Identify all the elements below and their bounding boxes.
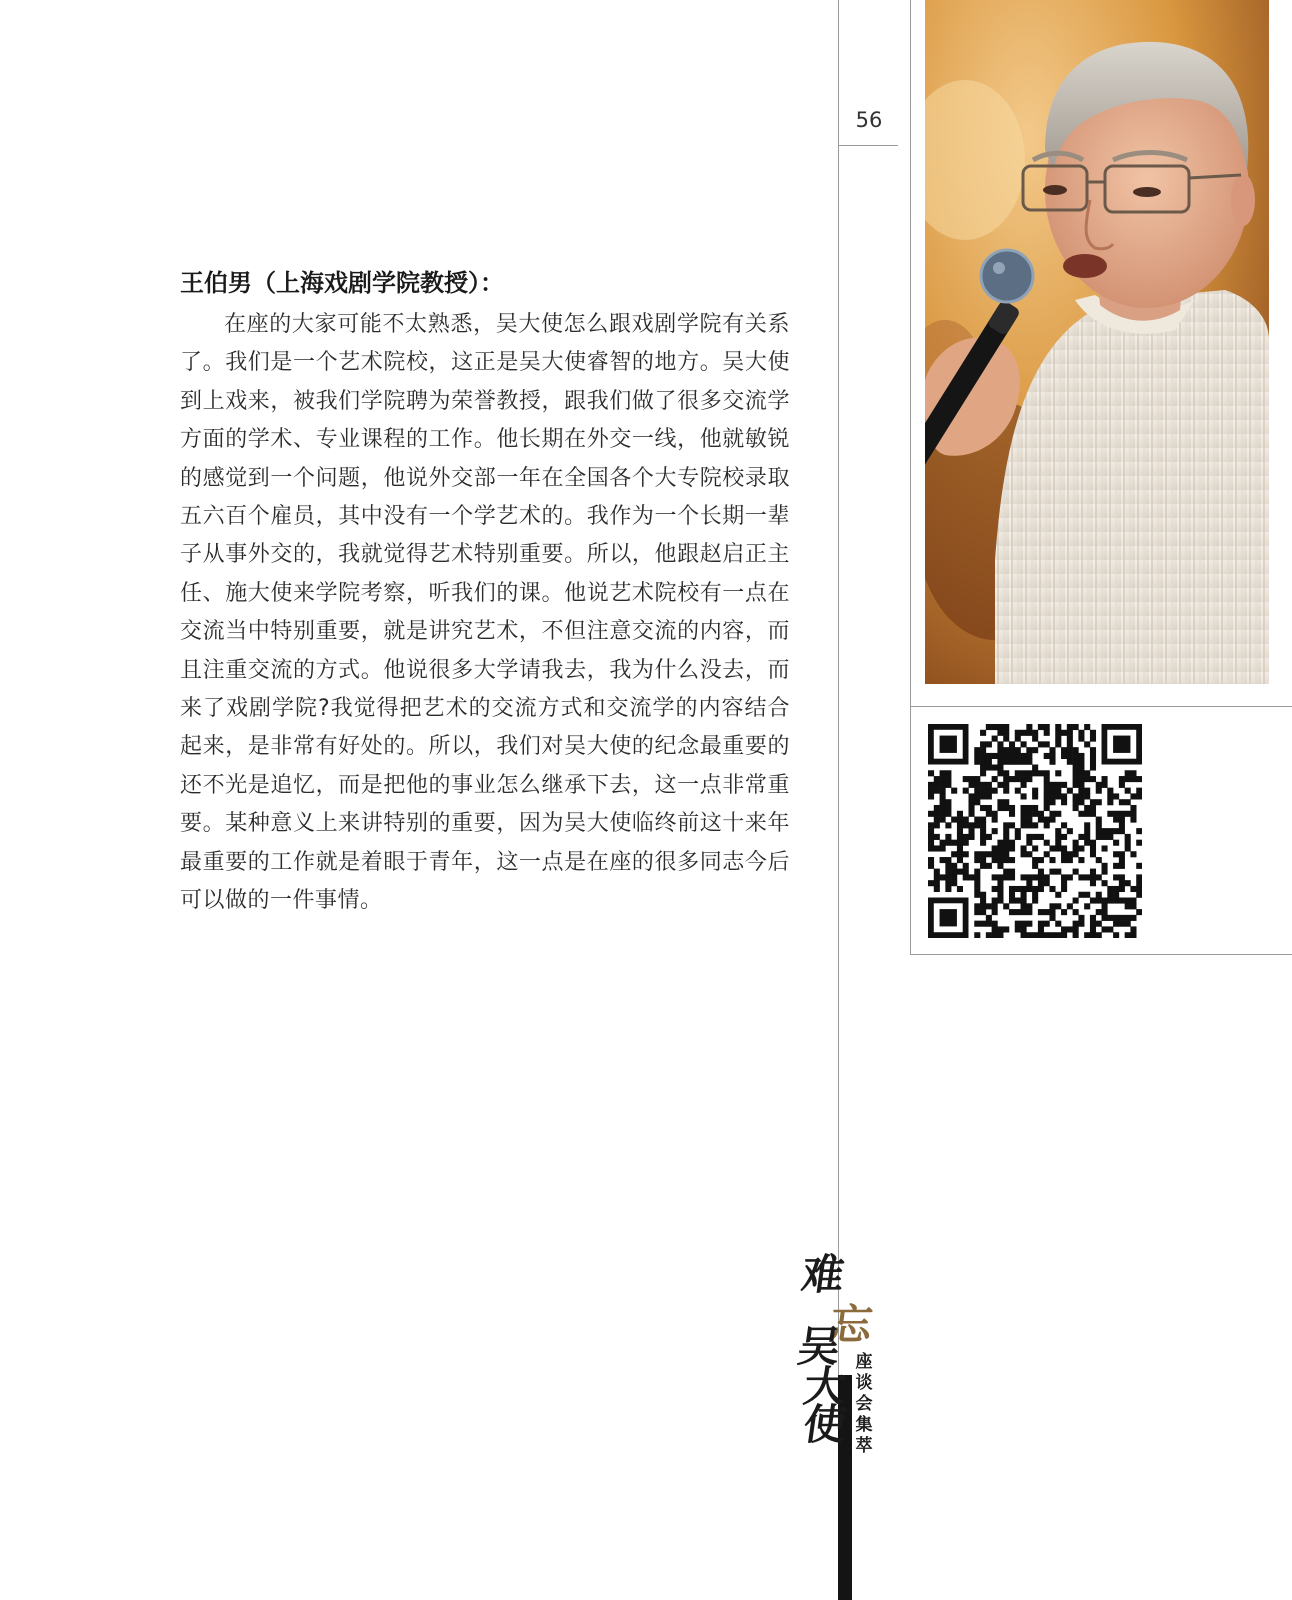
brand-subtitle-char: 座 <box>855 1352 873 1372</box>
speaker-photo <box>925 0 1269 684</box>
brand-char: 大 <box>800 1362 850 1411</box>
page-number-rule <box>839 145 898 146</box>
brand-subtitle <box>854 1352 874 1457</box>
qr-code-frame <box>910 707 1292 955</box>
brand-subtitle-char: 集 <box>855 1415 873 1435</box>
photo-frame <box>910 0 1292 707</box>
brand-char: 忘 <box>826 1300 876 1349</box>
qr-code[interactable] <box>928 724 1142 938</box>
brand-char: 使 <box>800 1400 850 1449</box>
brand-subtitle-char: 萃 <box>855 1436 873 1456</box>
brand-subtitle-char: 会 <box>855 1394 873 1414</box>
page-number: 56 <box>855 108 883 132</box>
brand-char: 难 <box>798 1250 848 1299</box>
brand-subtitle-char: 谈 <box>855 1373 873 1393</box>
article <box>180 262 790 921</box>
speaker-heading: 王伯男（上海戏剧学院教授）： <box>180 269 504 297</box>
brand-char: 吴 <box>794 1322 844 1371</box>
article-body: 在座的大家可能不太熟悉，吴大使怎么跟戏剧学院有关系了。我们是一个艺术院校，这正是吴大使睿智的地方。吴大使到上戏来，被我们学院聘为荣誉教授，跟我们做了很多交流学方面的学术、专业课程的工作。他长期在外交一线，他就敏锐的感觉到一个问题，他说外交部一年在全国各个大专院校录取五六百个雇员，其中没有一个学艺术的。我作为一个长期一辈子从事外交的，我就觉得艺术特别重要。所以，他跟赵启正主任、施大使来学院考察，听我们的课。他说艺术院校有一点在交流当中特别重要，就是讲究艺术，不但注意交流的内容，而且注重交流的方式。他说很多大学请我去，我为什么没去，而来了戏剧学院?我觉得把艺术的交流方式和交流学的内容结合起来，是非常有好处的。所以，我们对吴大使的纪念最重要的还不光是追忆，而是把他的事业怎么继承下去，这一点非常重要。某种意义上来讲特别的重要，因为吴大使临终前这十来年最重要的工作就是着眼于青年，这一点是在座的很多同志今后可以做的一件事情。 <box>180 312 790 914</box>
